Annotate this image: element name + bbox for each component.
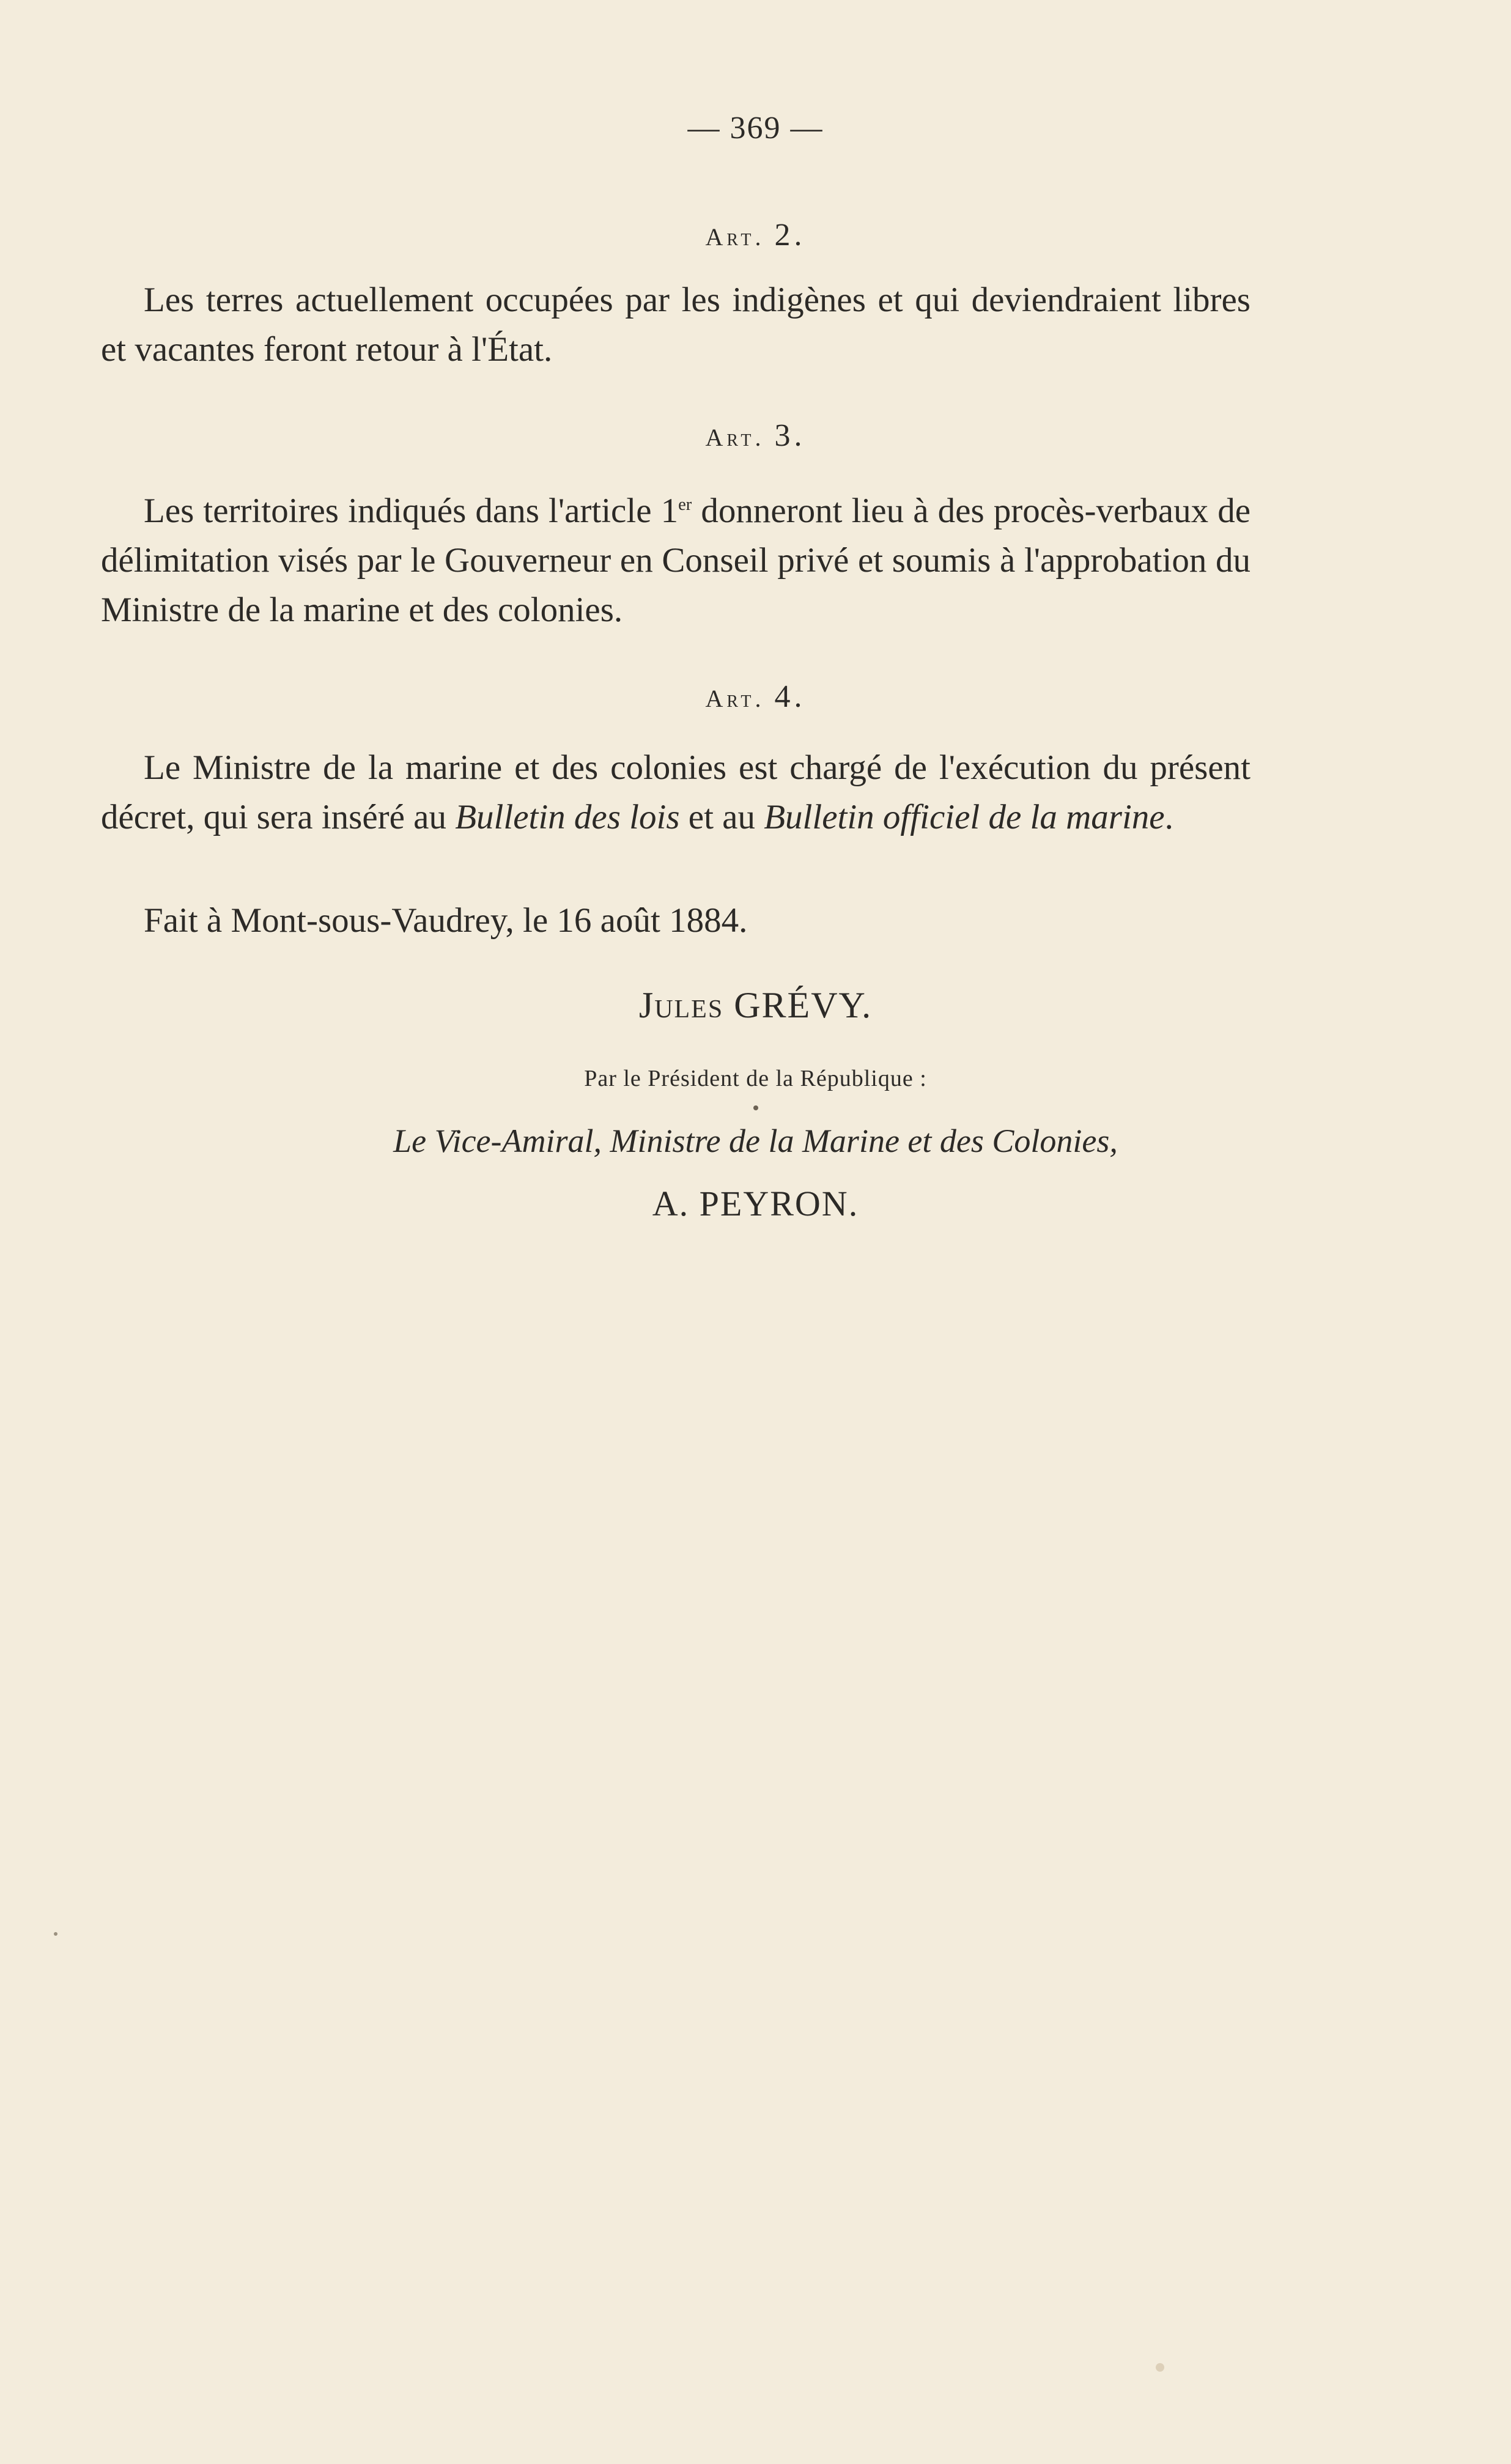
article-4-body-1: Le Ministre de la marine et des colonies est chargé de l'exécution du présent décret, qui sera inséré au <box>101 748 1251 836</box>
signature-first-name: Jules <box>638 985 724 1025</box>
article-4-heading <box>0 679 1511 715</box>
ink-dot <box>753 1105 758 1110</box>
article-number: 2. <box>774 218 806 253</box>
margin-speck <box>54 1932 57 1936</box>
signature-last-name: GRÉVY. <box>734 985 873 1025</box>
vice-admiral-title: Le Vice-Amiral, Ministre de la Marine et des Colonies, <box>393 1123 1118 1159</box>
article-2-text <box>101 275 1251 374</box>
signature-jules-grevy <box>0 984 1511 1027</box>
article-3-body-end: donneront lieu à des procès-verbaux de délimitation visés par le Gouverneur en Conseil privé et soumis à l'approbation du Ministre de la marine et des colonies. <box>101 492 1251 629</box>
article-number: 4. <box>774 679 806 714</box>
article-label: Art. <box>705 685 765 712</box>
bulletin-des-lois: Bulletin des lois <box>455 798 680 836</box>
fait-line <box>101 896 1251 945</box>
article-3-body-start: Les territoires indiqués dans l'article 1 <box>144 492 679 530</box>
article-3-heading <box>0 418 1511 454</box>
article-4-text <box>101 743 1251 842</box>
article-3-text <box>101 486 1251 635</box>
article-4-body-2: et au <box>679 798 764 836</box>
page-number: — 369 — <box>687 111 824 146</box>
by-president-line: Par le Président de la République : <box>584 1066 927 1091</box>
article-3-superscript: er <box>678 495 692 514</box>
fait-text: Fait à Mont-sous-Vaudrey, le 16 août 1884. <box>144 901 748 940</box>
bulletin-officiel: Bulletin officiel de la marine <box>764 798 1165 836</box>
minister-name: A. PEYRON. <box>652 1184 859 1223</box>
article-2-heading <box>0 217 1511 253</box>
article-number: 3. <box>774 418 806 453</box>
article-2-body: Les terres actuellement occupées par les indigènes et qui deviendraient libres et vacantes feront retour à l'État. <box>101 281 1251 369</box>
article-label: Art. <box>705 424 765 451</box>
article-4-body-3: . <box>1164 798 1173 836</box>
paper-stain <box>1156 2363 1164 2372</box>
article-label: Art. <box>705 223 765 251</box>
